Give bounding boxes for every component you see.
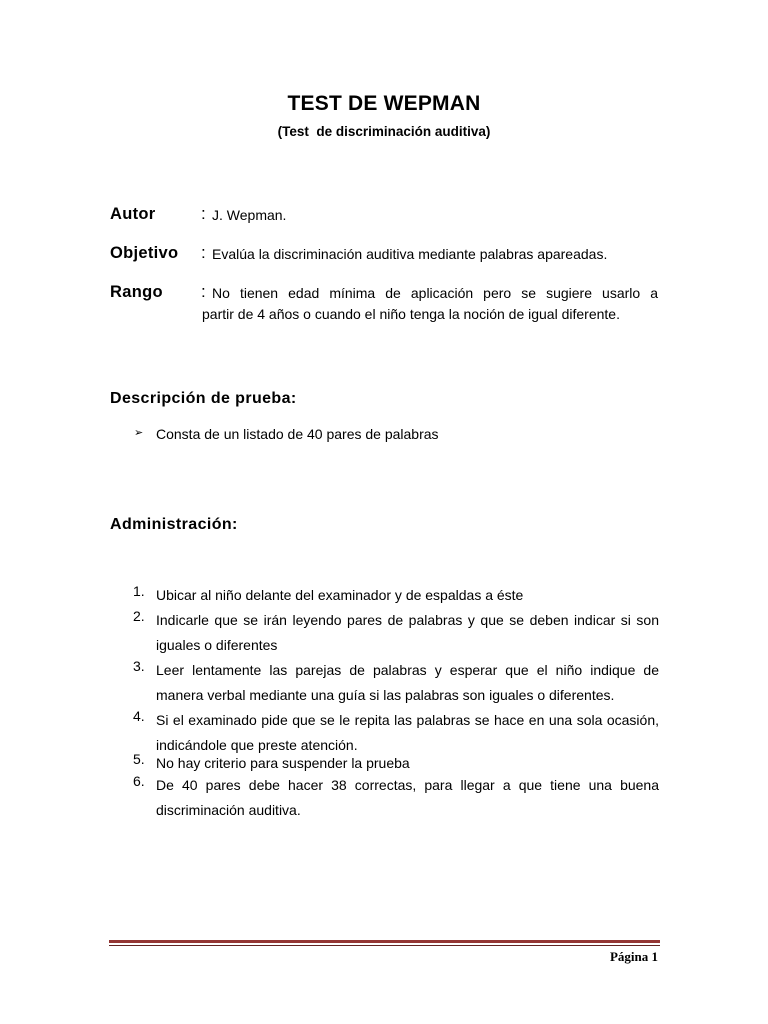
page-number: Página 1 [609, 949, 658, 964]
arrow-bullet-icon: ➢ [134, 427, 144, 439]
list-item-text: De 40 pares debe hacer 38 correctas, para llegar a que tiene una buena discriminación auditiva. [156, 777, 659, 818]
list-item [133, 658, 659, 708]
list-item-text: No hay criterio para suspender la prueba [156, 755, 410, 771]
list-item-text: Si el examinado pide que se le repita las palabras se hace en una sola ocasión, indicándole que preste atención. [156, 712, 659, 753]
administracion-list [133, 583, 659, 823]
rango-value [202, 283, 658, 325]
rango-line-1: No tienen edad mínima de aplicación pero se sugiere usarlo a [212, 285, 658, 301]
list-item-number: 3. [133, 658, 145, 674]
document-title: TEST DE WEPMAN [287, 92, 481, 115]
objetivo-value: Evalúa la discriminación auditiva mediante palabras apareadas. [212, 246, 608, 262]
rango-label: Rango [110, 283, 163, 301]
list-item-number: 4. [133, 708, 145, 724]
autor-label: Autor [110, 205, 156, 223]
list-item [133, 583, 659, 608]
descripcion-heading: Descripción de prueba: [110, 390, 297, 407]
document-subtitle: (Test de discriminación auditiva) [277, 124, 491, 139]
list-item-text: Leer lentamente las parejas de palabras y esperar que el niño indique de manera verbal mediante una guía si las palabras son iguales o diferentes. [156, 662, 659, 703]
objetivo-label: Objetivo [110, 244, 179, 262]
autor-colon: : [201, 204, 206, 223]
list-item-text: Ubicar al niño delante del examinador y de espaldas a éste [156, 587, 524, 603]
rango-colon: : [201, 282, 206, 301]
objetivo-colon: : [201, 243, 206, 262]
list-item-number: 5. [133, 751, 145, 767]
descripcion-bullet-text: Consta de un listado de 40 pares de palabras [156, 426, 439, 442]
list-item-number: 1. [133, 583, 145, 599]
rango-line-2: partir de 4 años o cuando el niño tenga la noción de igual diferente. [202, 306, 620, 322]
list-item [133, 773, 659, 823]
footer-rule-thin [109, 945, 660, 946]
list-item [133, 608, 659, 658]
list-item-number: 6. [133, 773, 145, 789]
autor-value: J. Wepman. [212, 207, 287, 223]
administracion-heading: Administración: [110, 516, 238, 533]
list-item-number: 2. [133, 608, 145, 624]
list-item-text: Indicarle que se irán leyendo pares de palabras y que se deben indicar si son iguales o diferentes [156, 612, 659, 653]
footer-rule-thick [109, 940, 660, 943]
